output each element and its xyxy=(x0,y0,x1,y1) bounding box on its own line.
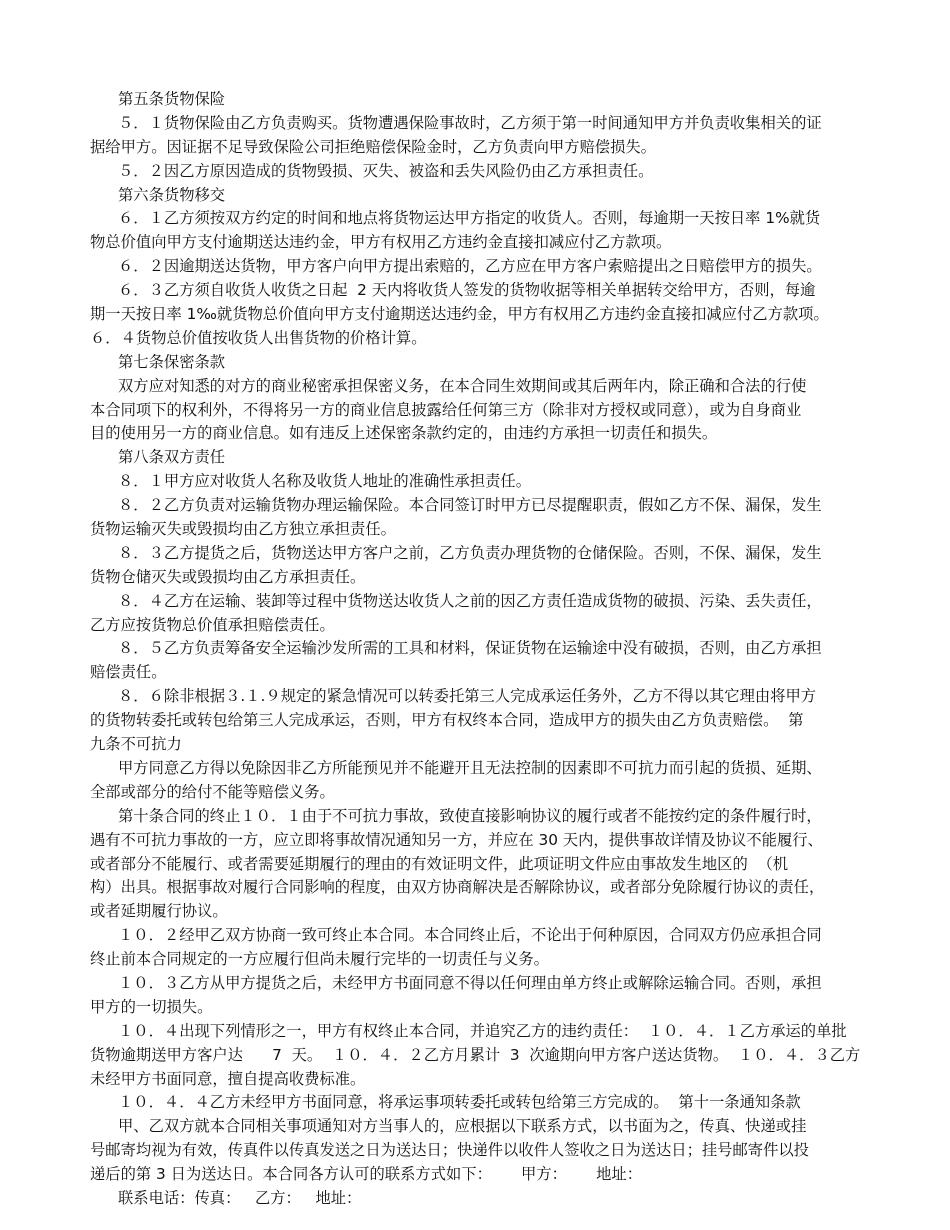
text-line: 目的使用另一方的商业信息。如有违反上述保密条款约定的，由违约方承担一切责任和损失。 xyxy=(90,424,718,443)
text-line: ５．２因乙方原因造成的货物毁损、灭失、被盗和丢失风险仍由乙方承担责任。 xyxy=(118,161,654,180)
text-line: ８．５乙方负责筹备安全运输沙发所需的工具和材料，保证货物在运输途中没有破损，否则，由乙方承担 xyxy=(118,639,822,658)
text-line: 号邮寄均视为有效，传真件以传真发送之日为送达日；快递件以收件人签收之日为送达日；挂号邮寄件以投 xyxy=(90,1141,809,1160)
document-body xyxy=(90,88,862,1211)
text-line: 遇有不可抗力事故的一方，应立即将事故情况通知另一方，并应在 30 天内，提供事故详情及协议不能履行、 xyxy=(90,830,823,849)
text-line: 乙方应按货物总价值承担赔偿责任。 xyxy=(90,615,335,634)
text-line: 的货物转委托或转包给第三人完成承运，否则，甲方有权终本合同，造成甲方的损失由乙方负责赔偿。 第 xyxy=(90,711,804,730)
text-line: ６．１乙方须按双方约定的时间和地点将货物运达甲方指定的收货人。否则，每逾期一天按日率 1%就货 xyxy=(118,209,821,228)
text-line: 构）出具。根据事故对履行合同影响的程度，由双方协商解决是否解除协议，或者部分免除履行协议的责任， xyxy=(90,878,825,897)
text-line: ６．３乙方须自收货人收货之日起 2 天内将收货人签发的货物收据等相关单据转交给甲方，否则，每逾 xyxy=(118,281,816,300)
text-line: １０．３乙方从甲方提货之后，未经甲方书面同意不得以任何理由单方终止或解除运输合同。否则，承担 xyxy=(118,973,822,992)
text-line: 据给甲方。因证据不足导致保险公司拒绝赔偿保险金时，乙方负责向甲方赔偿损失。 xyxy=(90,137,656,156)
text-line: ８．２乙方负责对运输货物办理运输保险。本合同签订时甲方已尽提醒职责，假如乙方不保、漏保，发生 xyxy=(118,496,822,515)
text-line: 货物仓储灭失或毁损均由乙方承担责任。 xyxy=(90,567,366,586)
text-line: 九条不可抗力 xyxy=(90,735,182,754)
text-line: ８．１甲方应对收货人名称及收货人地址的准确性承担责任。 xyxy=(118,472,532,491)
text-line: １０．４．４乙方未经甲方书面同意，将承运事项转委托或转包给第三方完成的。 第十一条通知条款 xyxy=(118,1093,801,1112)
text-line: 第六条货物移交 xyxy=(118,185,226,204)
text-line: ８．３乙方提货之后，货物送达甲方客户之前，乙方负责办理货物的仓储保险。否则，不保、漏保，发生 xyxy=(118,543,822,562)
text-line: ６．２因逾期送达货物，甲方客户向甲方提出索赔的，乙方应在甲方客户索赔提出之日赔偿甲方的损失。 xyxy=(118,257,822,276)
text-line: 赔偿责任。 xyxy=(90,663,167,682)
text-line: 货物逾期送甲方客户达 7 天。 １０．４．２乙方月累计 3 次逾期向甲方客户送达货物。 １０．４．３乙方 xyxy=(90,1045,861,1064)
text-line: 期一天按日率 1‰就货物总价值向甲方支付逾期送达违约金，甲方有权用乙方违约金直接扣减应付乙方款项。 xyxy=(90,305,829,324)
text-line: 货物运输灭失或毁损均由乙方独立承担责任。 xyxy=(90,520,396,539)
text-line: 甲方同意乙方得以免除因非乙方所能预见并不能避开且无法控制的因素即不可抗力而引起的货损、延期、 xyxy=(118,758,822,777)
text-line: 或者延期履行协议。 xyxy=(90,902,228,921)
text-line: ８．６除非根据３.１.９规定的紧急情况可以转委托第三人完成承运任务外，乙方不得以其它理由将甲方 xyxy=(118,687,817,706)
text-line: ５．１货物保险由乙方负责购买。货物遭遇保险事故时，乙方须于第一时间通知甲方并负责收集相关的证 xyxy=(118,113,822,132)
text-line: 物总价值向甲方支付逾期送达违约金，甲方有权用乙方违约金直接扣减应付乙方款项。 xyxy=(90,233,672,252)
text-line: 甲方的一切损失。 xyxy=(90,997,213,1016)
text-line: １０．４出现下列情形之一，甲方有权终止本合同，并追究乙方的违约责任： １０．４．１乙方承运的单批 xyxy=(118,1021,847,1040)
text-line: １０．２经甲乙双方协商一致可终止本合同。本合同终止后，不论出于何种原因，合同双方仍应承担合同 xyxy=(118,926,822,945)
text-line: 递后的第 3 日为送达日。本合同各方认可的联系方式如下： 甲方： 地址： xyxy=(90,1165,643,1184)
text-line: 未经甲方书面同意，擅自提高收费标准。 xyxy=(90,1069,366,1088)
text-line: 联系电话：传真： 乙方： 地址： xyxy=(118,1188,362,1207)
text-line: 双方应对知悉的对方的商业秘密承担保密义务，在本合同生效期间或其后两年内，除正确和合法的行使 xyxy=(118,376,807,395)
text-line: 终止前本合同规定的一方应履行但尚未履行完毕的一切责任与义务。 xyxy=(90,950,549,969)
text-line: 甲、乙双方就本合同相关事项通知对方当事人的，应根据以下联系方式，以书面为之，传真、快递或挂 xyxy=(118,1117,807,1136)
text-line: ６．４货物总价值按收货人出售货物的价格计算。 xyxy=(90,328,427,347)
text-line: 第十条合同的终止１０．１由于不可抗力事故，致使直接影响协议的履行或者不能按约定的条件履行时， xyxy=(118,806,822,825)
text-line: 全部或部分的给付不能等赔偿义务。 xyxy=(90,782,335,801)
text-line: 或者部分不能履行、或者需要延期履行的理由的有效证明文件，此项证明文件应由事故发生地区的 （机 xyxy=(90,854,789,873)
text-line: 第八条双方责任 xyxy=(118,448,226,467)
text-line: 第七条保密条款 xyxy=(118,352,226,371)
text-line: 第五条货物保险 xyxy=(118,90,226,108)
text-line: 本合同项下的权利外，不得将另一方的商业信息披露给任何第三方（除非对方授权或同意），或为自身商业 xyxy=(90,400,802,419)
text-line: ８．４乙方在运输、装卸等过程中货物送达收货人之前的因乙方责任造成货物的破损、污染、丢失责任， xyxy=(118,591,822,610)
